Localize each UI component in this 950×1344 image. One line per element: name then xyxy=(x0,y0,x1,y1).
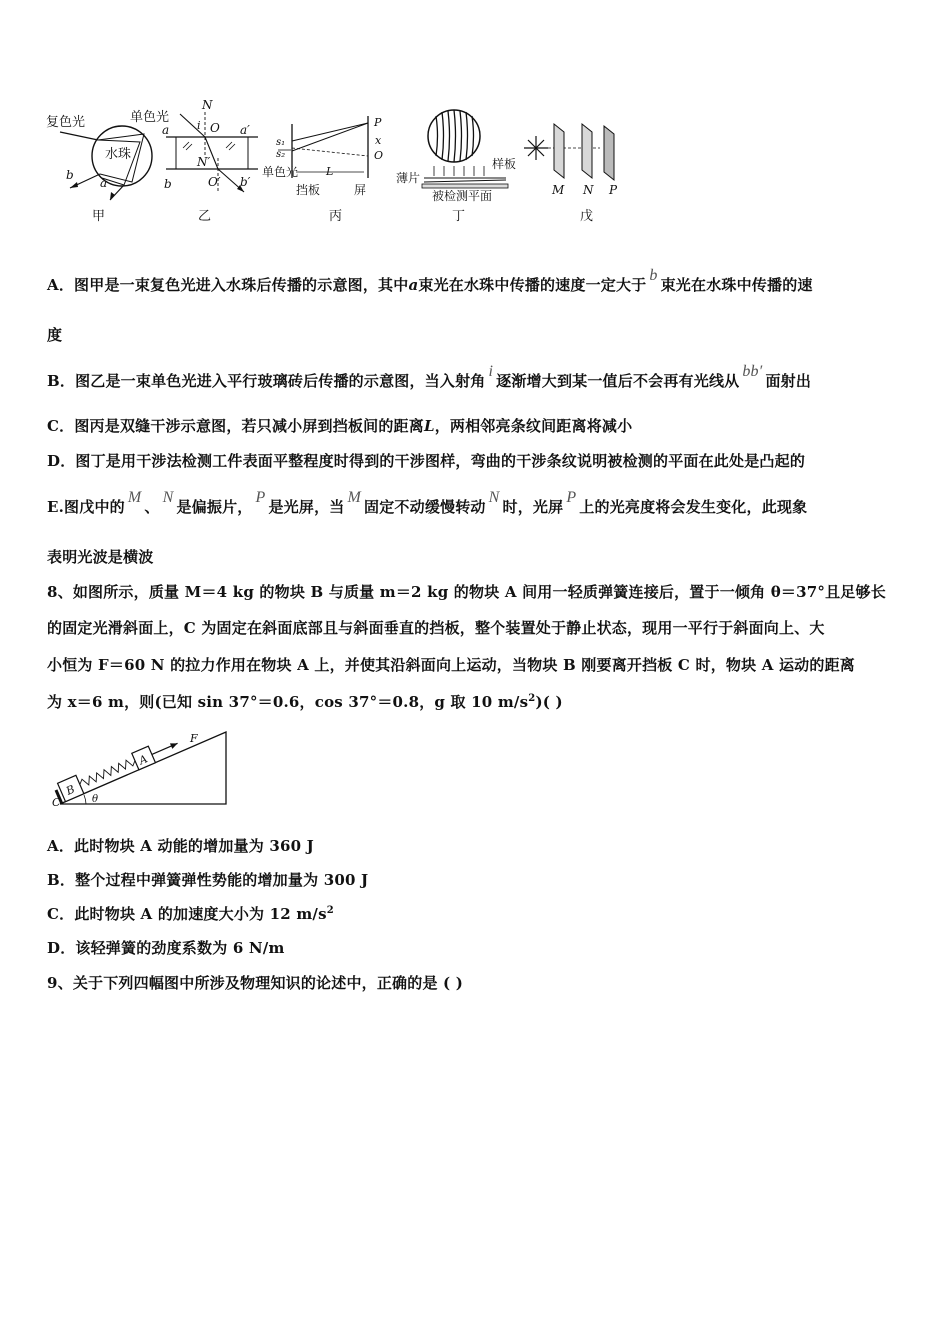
label-a-prime: a′ xyxy=(240,123,250,137)
label-M-wu: M xyxy=(552,183,565,197)
q7-option-e: E.图戊中的M、N是偏振片，P是光屏，当M固定不动缓慢转动N时，光屏P上的光亮度将会发生变化，此现象 xyxy=(47,489,808,516)
q7-figure-svg xyxy=(40,96,640,228)
label-O: O xyxy=(210,121,220,135)
label-N: N xyxy=(202,98,213,112)
q7-option-d: D．图丁是用干涉法检测工件表面平整程度时得到的干涉图样，弯曲的干涉条纹说明被检测的平面在此处是凸起的 xyxy=(47,452,806,470)
label-barrier: 挡板 xyxy=(296,183,321,197)
label-x: x xyxy=(375,134,382,147)
q8-stem-line-3: 小恒为 F＝60 N 的拉力作用在物块 A 上，并使其沿斜面向上运动，当物块 B 刚要离开挡板 C 时，物块 A 运动的距离 xyxy=(47,656,855,674)
q8-option-a: A．此时物块 A 动能的增加量为 360 J xyxy=(47,837,314,855)
caption-bing: 丙 xyxy=(329,209,343,224)
label-mono-light-bing: 单色光 xyxy=(262,165,299,179)
label-P-bing: P xyxy=(374,116,382,129)
q7-option-e-wrap: 表明光波是横波 xyxy=(47,548,154,566)
label-P-wu: P xyxy=(609,183,618,197)
label-block-B: B xyxy=(64,782,77,798)
label-film: 薄片 xyxy=(396,171,421,185)
label-water-drop: 水珠 xyxy=(105,147,132,162)
label-N-prime: N′ xyxy=(197,155,211,169)
q9-stem: 9、关于下列四幅图中所涉及物理知识的论述中，正确的是 ( ) xyxy=(47,974,464,992)
q7-figure-strip xyxy=(40,96,640,228)
label-C: C xyxy=(52,796,61,809)
label-s1: s₁ xyxy=(276,137,286,148)
q8-incline-figure xyxy=(44,728,236,810)
label-block-A: A xyxy=(137,752,150,768)
label-ray-b: b xyxy=(66,168,74,182)
label-a: a xyxy=(162,123,170,137)
panel-ding xyxy=(396,110,516,224)
q8-stem-line-4: 为 x＝6 m，则(已知 sin 37°＝0.6，cos 37°＝0.8，g 取 10 $m/s^2$)( ) xyxy=(47,693,563,711)
label-b: b xyxy=(164,177,172,191)
q8-option-c: C．此时物块 A 的加速度大小为 12 $m/s^2$ xyxy=(47,905,334,923)
panel-yi xyxy=(130,98,258,224)
label-b-prime: b′ xyxy=(240,175,251,189)
q8-stem-line-1: 8、如图所示，质量 M＝4 kg 的物块 B 与质量 m＝2 kg 的物块 A 间用一轻质弹簧连接后，置于一倾角 θ＝37°且足够长 xyxy=(47,583,886,601)
label-screen: 屏 xyxy=(354,183,367,197)
q7-option-a: A．图甲是一束复色光进入水珠后传播的示意图，其中a束光在水珠中传播的速度一定大于b束光在水珠中传播的速 xyxy=(47,267,813,294)
label-mono-light-yi: 单色光 xyxy=(130,110,170,125)
label-F: F xyxy=(190,732,198,745)
panel-wu xyxy=(524,124,618,224)
q7-option-c: C．图丙是双缝干涉示意图，若只减小屏到挡板间的距离L，两相邻亮条纹间距离将减小 xyxy=(47,417,633,435)
label-i: i xyxy=(197,119,201,132)
label-theta: θ xyxy=(92,794,99,805)
light-source-star xyxy=(524,136,548,160)
caption-wu: 戊 xyxy=(580,209,594,224)
label-O-prime: O′ xyxy=(208,175,221,189)
q7-option-b: B．图乙是一束单色光进入平行玻璃砖后传播的示意图，当入射角i逐渐增大到某一值后不会再有光线从bb′面射出 xyxy=(47,363,812,390)
q7-option-a-wrap: 度 xyxy=(47,326,63,344)
label-ray-a: a xyxy=(100,176,108,190)
caption-yi: 乙 xyxy=(198,209,212,224)
caption-jia: 甲 xyxy=(92,209,106,224)
q8-stem-line-2: 的固定光滑斜面上，C 为固定在斜面底部且与斜面垂直的挡板，整个装置处于静止状态，现用一平行于斜面向上、大 xyxy=(47,619,825,637)
label-L: L xyxy=(326,165,334,178)
label-sample: 样板 xyxy=(492,157,517,171)
caption-ding: 丁 xyxy=(452,209,466,224)
panel-jia xyxy=(46,114,152,224)
q8-option-b: B．整个过程中弹簧弹性势能的增加量为 300 J xyxy=(47,871,369,889)
label-s2: s₂ xyxy=(276,149,286,160)
label-composite-light: 复色光 xyxy=(46,115,86,130)
label-N-wu: N xyxy=(583,183,594,197)
label-O-bing: O xyxy=(374,149,384,162)
q8-incline-svg xyxy=(44,728,236,810)
panel-bing xyxy=(262,116,383,224)
label-tested-plane: 被检测平面 xyxy=(432,189,493,203)
q8-option-d: D．该轻弹簧的劲度系数为 6 N/m xyxy=(47,939,285,957)
